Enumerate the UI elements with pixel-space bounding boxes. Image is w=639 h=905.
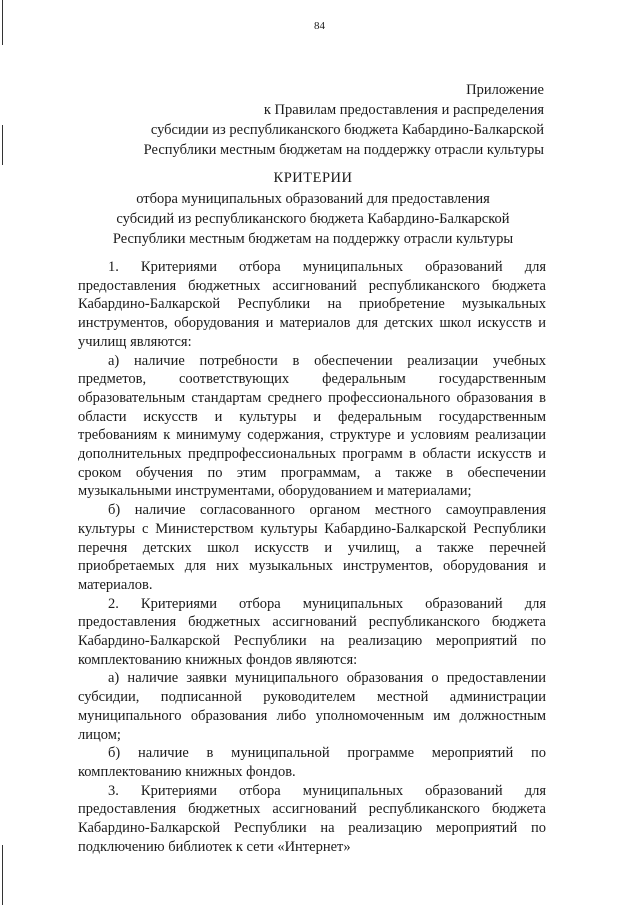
document-subtitle-line: отбора муниципальных образований для предоставления [136, 191, 490, 207]
paragraph-criteria-2a: а) наличие заявки муниципального образования о предоставлении субсидии, подписанной руководителем местной администрации муниципального образования либо уполномоченным им должностным лицом; [78, 670, 546, 743]
paragraph-criteria-1b: б) наличие согласованного органом местного самоуправления культуры с Министерством культуры Кабардино-Балкарской Республики перечня детских школ искусств и училищ, а также перечней приобретаемых для них музыкальных инструментов, оборудования и материалов. [78, 502, 546, 593]
paragraph-criteria-1: 1. Критериями отбора муниципальных образований для предоставления бюджетных ассигнований республиканского бюджета Кабардино-Балкарской Республики на приобретение музыкальных инструментов, оборудования и материалов для детских школ искусств и училищ являются: [78, 259, 546, 350]
document-subtitle-line: субсидий из республиканского бюджета Кабардино-Балкарской [116, 211, 510, 227]
appendix-line: Приложение [466, 82, 544, 98]
document-title-block [78, 168, 548, 249]
paragraph-criteria-2b: б) наличие в муниципальной программе мероприятий по комплектованию книжных фондов. [78, 745, 546, 780]
appendix-header [144, 80, 544, 160]
appendix-line: субсидии из республиканского бюджета Кабардино-Балкарской [150, 122, 544, 138]
appendix-line: к Правилам предоставления и распределения [263, 102, 544, 118]
appendix-line: Республики местным бюджетам на поддержку отрасли культуры [143, 142, 544, 158]
scan-edge-mark-bottom [2, 845, 3, 905]
paragraph-criteria-2: 2. Критериями отбора муниципальных образований для предоставления бюджетных ассигнований республиканского бюджета Кабардино-Балкарской Республики на реализацию мероприятий по комплектованию книжных фондов являются: [78, 595, 546, 668]
document-body [78, 258, 546, 857]
paragraph-criteria-3: 3. Критериями отбора муниципальных образований для предоставления бюджетных ассигнований республиканского бюджета Кабардино-Балкарской Республики на реализацию мероприятий по подключению библиотек к сети «Интернет» [78, 782, 546, 855]
scan-edge-mark-middle [2, 125, 3, 165]
document-title: КРИТЕРИИ [273, 170, 353, 186]
page-number: 84 [314, 20, 325, 32]
paragraph-criteria-1a: а) наличие потребности в обеспечении реализации учебных предметов, соответствующих федеральным государственным образовательным стандартам среднего профессионального образования в области искусств и культуры и федеральным государственным требованиям к минимуму содержания, структуре и условиям реализации дополнительных предпрофессиональных программ в области искусств и сроком обучения по этим программам, а также в обеспечении музыкальными инструментами, оборудованием и материалами; [78, 352, 546, 500]
document-subtitle-line: Республики местным бюджетам на поддержку отрасли культуры [112, 231, 514, 247]
